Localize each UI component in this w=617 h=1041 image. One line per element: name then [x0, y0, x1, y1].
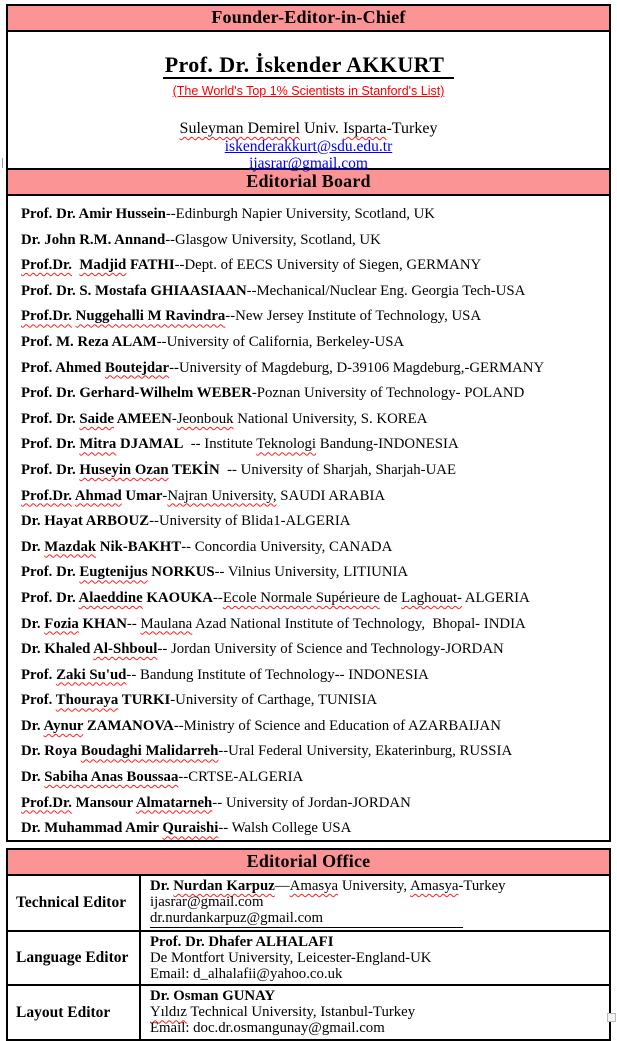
board-member: Prof.Dr. Ahmad Umar-Najran University, SAUDI ARABIA — [21, 487, 386, 504]
office-row — [8, 930, 609, 985]
board-member: Prof. Dr. Amir Hussein--Edinburgh Napier University, Scotland, UK — [21, 206, 435, 222]
board-member: Dr. Roya Boudaghi Malidarreh--Ural Federal University, Ekaterinburg, RUSSIA — [21, 743, 513, 760]
office-detail-line: dr.nurdankarpuz@gmail.com — [150, 911, 605, 928]
founder-name: Prof. Dr. İskender AKKURT — [8, 52, 609, 78]
founder-section — [6, 30, 611, 170]
board-member: Prof. Dr. Gerhard-Wilhelm WEBER-Poznan University of Technology- POLAND — [21, 385, 525, 402]
office-detail-line: Dr. Osman GUNAY — [150, 988, 276, 1005]
office-detail-line: Email: d_alhalafii@yahoo.co.uk — [150, 965, 343, 982]
board-member: Prof.Dr. Mansour Almatarneh-- University of Jordan-JORDAN — [21, 794, 411, 811]
board-member: Prof.Dr. Nuggehalli M Ravindra--New Jersey Institute of Technology, USA — [21, 308, 482, 325]
office-detail-line: Prof. Dr. Dhafer ALHALAFI — [150, 933, 334, 950]
office-role-details — [141, 986, 609, 1039]
board-member: Prof. M. Reza ALAM--University of California, Berkeley-USA — [21, 333, 405, 350]
founder-email-1[interactable]: iskenderakkurt@sdu.edu.tr — [224, 138, 393, 155]
board-member: Prof. Dr. Eugtenijus NORKUS-- Vilnius University, LITIUNIA — [21, 564, 409, 581]
editorial-document — [6, 4, 611, 1041]
office-row — [8, 876, 609, 930]
board-member: Dr. Aynur ZAMANOVA--Ministry of Science and Education of AZARBAIJAN — [21, 717, 501, 734]
office-role-details — [141, 932, 609, 985]
office-row — [8, 984, 609, 1039]
board-member: Dr. Muhammad Amir Quraishi-- Walsh College USA — [21, 820, 352, 837]
office-rows — [6, 876, 611, 1041]
board-member: Prof. Dr. Alaeddine KAOUKA--Ecole Normale Supérieure de Laghouat- ALGERIA — [21, 589, 530, 606]
board-member: Dr. Hayat ARBOUZ--University of Blida1-ALGERIA — [21, 513, 351, 530]
board-member: Dr. Khaled Al-Shboul-- Jordan University of Science and Technology-JORDAN — [21, 641, 504, 658]
board-member: Prof. Zaki Su'ud-- Bandung Institute of Technology-- INDONESIA — [21, 666, 429, 683]
office-detail-line: Yıldız Technical University, Istanbul-Turkey — [150, 1004, 416, 1021]
board-member: Prof. Dr. Mitra DJAMAL -- Institute Teknologi Bandung-INDONESIA — [21, 436, 459, 453]
resize-handle-icon — [607, 1013, 616, 1022]
office-detail-line: ijasrar@gmail.com — [150, 893, 264, 910]
board-member: Prof. Dr. Saide AMEEN-Jeonbouk National University, S. KOREA — [21, 410, 428, 427]
chief-affiliation: Suleyman Demirel Univ. Isparta-Turkey — [179, 120, 438, 137]
board-member: Dr. John R.M. Annand--Glasgow University, Scotland, UK — [21, 231, 381, 248]
board-member: Prof. Dr. Huseyin Ozan TEKİN -- University of Sharjah, Sharjah-UAE — [21, 461, 456, 478]
board-member: Dr. Sabiha Anas Boussaa--CRTSE-ALGERIA — [21, 769, 304, 786]
founder-email-2[interactable]: ijasrar@gmail.com — [249, 155, 368, 172]
founder-email-line-1 — [8, 138, 609, 155]
office-section-header: Editorial Office — [6, 848, 611, 876]
board-member: Dr. Fozia KHAN-- Maulana Azad National Institute of Technology, Bhopal- INDIA — [21, 615, 526, 632]
page-margin-tick — [2, 158, 3, 168]
office-role-details — [141, 876, 609, 930]
board-section-header: Editorial Board — [6, 168, 611, 196]
founder-subtitle: (The World's Top 1% Scientists in Stanford's List) — [172, 84, 445, 98]
office-role-label: Technical Editor — [8, 876, 141, 930]
board-member: Prof. Thouraya TURKI-University of Carthage, TUNISIA — [21, 692, 378, 709]
office-detail-line: Dr. Nurdan Karpuz—Amasya University, Amasya-Turkey — [150, 878, 506, 894]
founder-section-header: Founder-Editor-in-Chief — [6, 4, 611, 32]
board-member: Dr. Mazdak Nik-BAKHT-- Concordia University, CANADA — [21, 538, 393, 555]
office-detail-line: De Montfort University, Leicester-England-UK — [150, 949, 432, 966]
board-member: Prof. Ahmed Boutejdar--University of Magdeburg, D-39106 Magdeburg,-GERMANY — [21, 359, 545, 376]
office-detail-line: Email: doc.dr.osmangunay@gmail.com — [150, 1020, 385, 1037]
office-role-label: Layout Editor — [8, 986, 141, 1039]
board-member-list — [6, 194, 611, 842]
board-member: Prof.Dr. Madjid FATHI--Dept. of EECS University of Siegen, GERMANY — [21, 257, 482, 274]
office-role-label: Language Editor — [8, 932, 141, 985]
board-member: Prof. Dr. S. Mostafa GHIAASIAAN--Mechanical/Nuclear Eng. Georgia Tech-USA — [21, 282, 526, 299]
